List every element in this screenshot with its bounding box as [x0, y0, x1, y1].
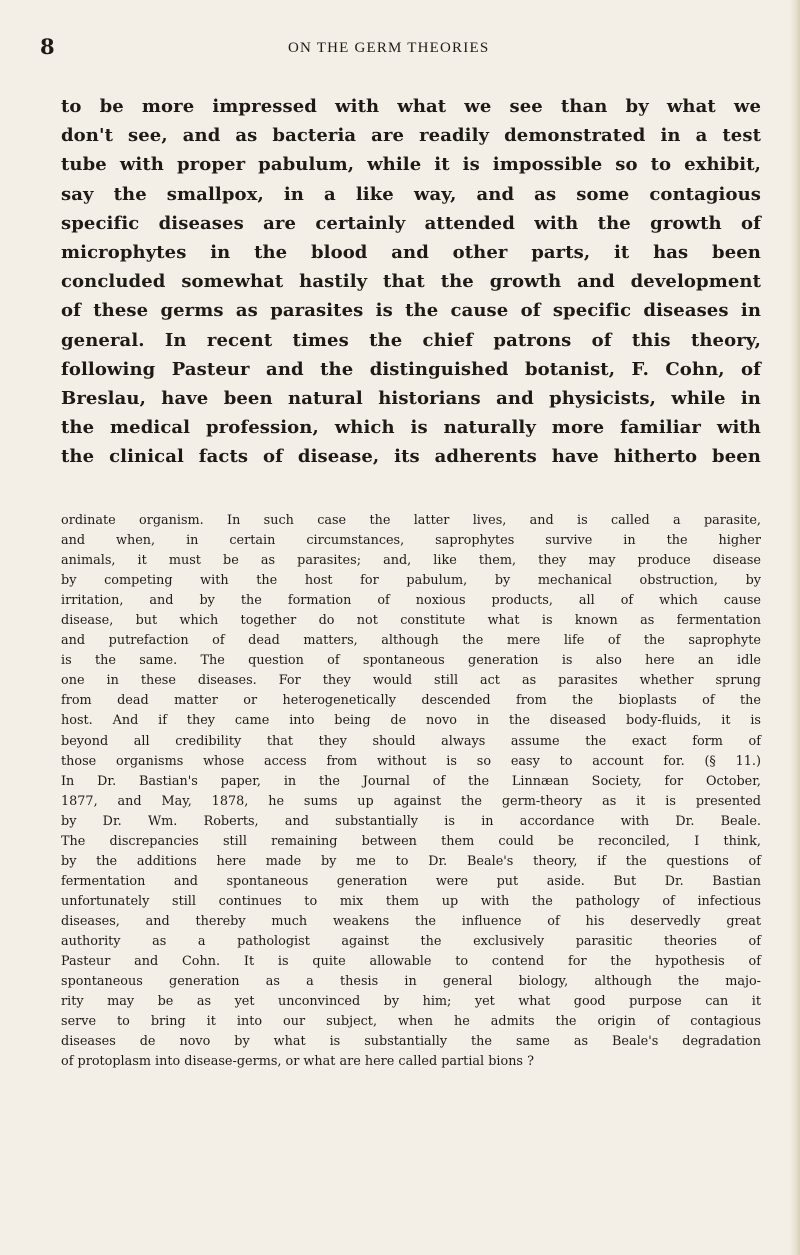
running-head: ON THE GERM THEORIES	[288, 40, 490, 56]
body-line: tube with proper pabulum, while it is impossible so to exhibit,	[61, 154, 761, 176]
body-line: concluded somewhat hastily that the growth and development	[61, 271, 761, 293]
note-line: In Dr. Bastian's paper, in the Journal of the Linnæan Society, for October,	[61, 773, 761, 789]
body-line: specific diseases are certainly attended with the growth of	[61, 212, 761, 234]
note-line: host. And if they came into being de novo in the diseased body-fluids, it is	[61, 713, 761, 729]
body-line: following Pasteur and the distinguished botanist, F. Cohn, of	[61, 358, 761, 380]
note-line: serve to bring it into our subject, when he admits the origin of contagious	[61, 1014, 761, 1030]
body-line: don't see, and as bacteria are readily demonstrated in a test	[61, 125, 761, 147]
note-line: by Dr. Wm. Roberts, and substantially is in accordance with Dr. Beale.	[61, 813, 761, 829]
note-line: Pasteur and Cohn. It is quite allowable to contend for the hypothesis of	[61, 954, 761, 970]
note-line: fermentation and spontaneous generation were put aside. But Dr. Bastian	[61, 873, 761, 889]
note-line: ordinate organism. In such case the latter lives, and is called a parasite,	[61, 513, 761, 528]
page-number: 8	[40, 34, 55, 59]
note-line: by competing with the host for pabulum, by mechanical obstruction, by	[61, 573, 761, 589]
note-line: from dead matter or heterogenetically descended from the bioplasts of the	[61, 693, 761, 709]
note-line: and putrefaction of dead matters, although the mere life of the saprophyte	[61, 633, 761, 649]
note-line: and when, in certain circumstances, saprophytes survive in the higher	[61, 533, 761, 549]
note-line: disease, but which together do not constitute what is known as fermentation	[61, 613, 761, 629]
note-text	[61, 511, 761, 1072]
note-line: beyond all credibility that they should always assume the exact form of	[61, 733, 761, 749]
body-line: the medical profession, which is naturally more familiar with	[61, 417, 761, 439]
note-line: rity may be as yet unconvinced by him; yet what good purpose can it	[61, 994, 761, 1010]
main-body-text	[61, 92, 761, 472]
note-line: of protoplasm into disease-germs, or what are here called partial bions ?	[61, 1054, 534, 1070]
note-line: 1877, and May, 1878, he sums up against the germ-theory as it is presented	[61, 793, 761, 809]
note-line: one in these diseases. For they would still act as parasites whether sprung	[61, 673, 761, 689]
body-line: of these germs as parasites is the cause of specific diseases in	[61, 300, 761, 322]
note-line: diseases de novo by what is substantially the same as Beale's degradation	[61, 1034, 761, 1050]
note-line: unfortunately still continues to mix them up with the pathology of infectious	[61, 893, 761, 909]
note-line: animals, it must be as parasites; and, like them, they may produce disease	[61, 553, 761, 569]
body-line: to be more impressed with what we see than by what we	[61, 96, 761, 117]
note-line: those organisms whose access from without is so easy to account for. (§ 11.)	[61, 753, 761, 769]
page-edge-shadow	[790, 0, 800, 1255]
note-line: spontaneous generation as a thesis in general biology, although the majo-	[61, 974, 761, 990]
body-line: Breslau, have been natural historians and physicists, while in	[61, 388, 761, 410]
body-line: say the smallpox, in a like way, and as some contagious	[61, 183, 761, 205]
body-line: microphytes in the blood and other parts, it has been	[61, 242, 761, 264]
note-line: irritation, and by the formation of noxious products, all of which cause	[61, 593, 761, 609]
note-line: diseases, and thereby much weakens the influence of his deservedly great	[61, 913, 761, 929]
note-line: The discrepancies still remaining between them could be reconciled, I think,	[61, 833, 761, 849]
note-line: by the additions here made by me to Dr. Beale's theory, if the questions of	[61, 853, 761, 869]
note-line: is the same. The question of spontaneous generation is also here an idle	[61, 653, 761, 669]
body-line: the clinical facts of disease, its adherents have hitherto been	[61, 446, 761, 468]
page-header	[40, 34, 760, 64]
body-line: general. In recent times the chief patrons of this theory,	[61, 329, 761, 351]
note-line: authority as a pathologist against the exclusively parasitic theories of	[61, 933, 761, 949]
